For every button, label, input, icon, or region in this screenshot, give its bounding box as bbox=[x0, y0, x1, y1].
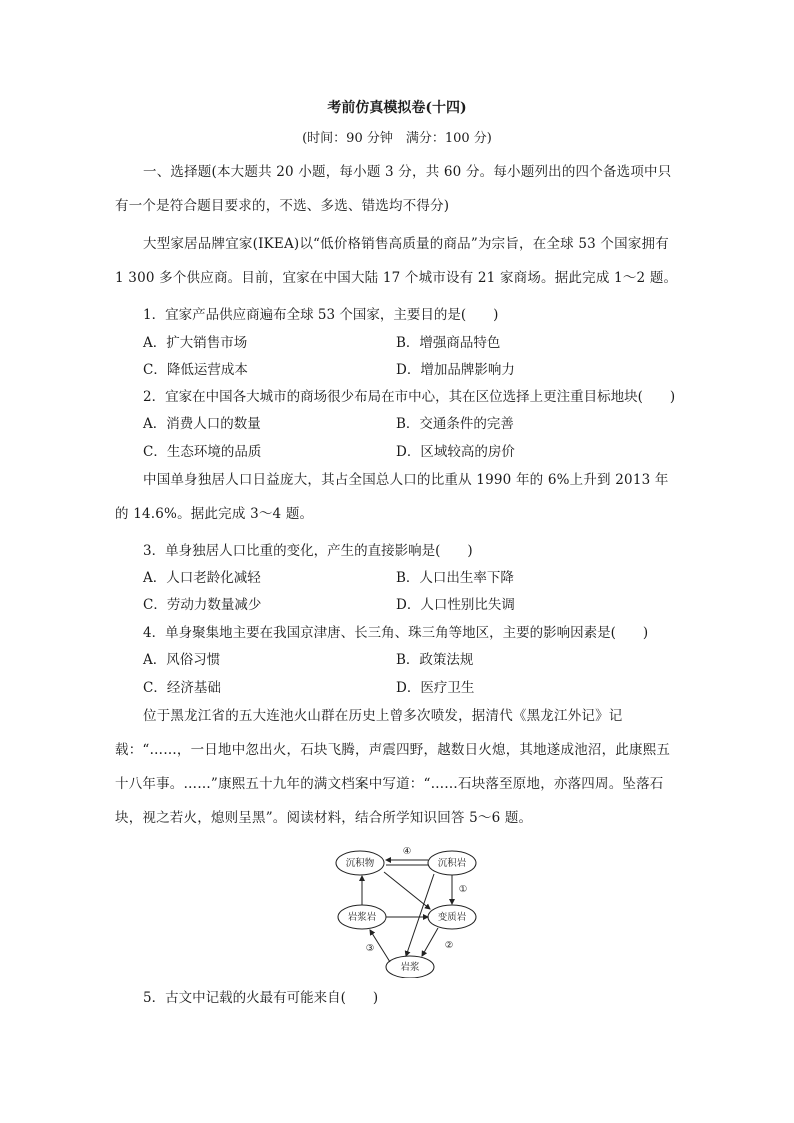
question-2-option-b: B．交通条件的完善 bbox=[396, 416, 514, 432]
question-1-option-a: A．扩大销售市场 bbox=[143, 335, 248, 351]
label-sediment: 沉积物 bbox=[345, 858, 375, 869]
question-3-option-d: D．人口性别比失调 bbox=[396, 597, 515, 613]
question-1-stem: 1．宜家产品供应商遍布全球 53 个国家，主要目的是( ) bbox=[143, 307, 499, 323]
material-volcano: 位于黑龙江省的五大连池火山群在历史上曾多次喷发，据清代《黑龙江外记》记载：“……，一日地中忽出火，石块飞腾，声震四野，越数日火熄，其地遂成池沼，此康熙五十八年事。……”康熙五十九年的满文档案中写道：“……石块落至原地，亦落四周。坠落石块，视之若火，熄则呈黑”。阅读材料，结合所学知识回答 5～6 题。 bbox=[115, 708, 671, 826]
question-2-option-d: D．区域较高的房价 bbox=[396, 444, 515, 460]
arrow-label-4: ④ bbox=[402, 846, 412, 857]
question-5-stem: 5．古文中记载的火最有可能来自( ) bbox=[143, 990, 379, 1006]
question-1-option-c: C．降低运营成本 bbox=[143, 362, 248, 378]
question-3-option-b: B．人口出生率下降 bbox=[396, 570, 514, 586]
label-metamorphic-rock: 变质岩 bbox=[437, 912, 467, 923]
question-2-option-c: C．生态环境的品质 bbox=[143, 444, 262, 460]
question-4-option-c: C．经济基础 bbox=[143, 680, 221, 696]
arrow-label-1: ① bbox=[458, 884, 468, 895]
page-title: 考前仿真模拟卷(十四) bbox=[327, 100, 467, 116]
arrow-label-3: ③ bbox=[365, 943, 375, 954]
section-instructions: 一、选择题(本大题共 20 小题，每小题 3 分，共 60 分。每小题列出的四个备选项中只有一个是符合题目要求的，不选、多选、错选均不得分) bbox=[115, 164, 672, 214]
question-4-option-a: A．风俗习惯 bbox=[143, 652, 221, 668]
question-2-stem: 2．宜家在中国各大城市的商场很少布局在市中心，其在区位选择上更注重目标地块( ) bbox=[143, 389, 676, 405]
material-single-population: 中国单身独居人口日益庞大，其占全国总人口的比重从 1990 年的 6%上升到 2013 年的 14.6%。据此完成 3～4 题。 bbox=[115, 472, 669, 522]
question-3-option-c: C．劳动力数量减少 bbox=[143, 597, 262, 613]
question-4-option-d: D．医疗卫生 bbox=[396, 680, 475, 696]
question-4-option-b: B．政策法规 bbox=[396, 652, 474, 668]
arrow-label-2: ② bbox=[444, 940, 454, 951]
question-2-option-a: A．消费人口的数量 bbox=[143, 416, 261, 432]
label-sedimentary-rock: 沉积岩 bbox=[437, 858, 467, 869]
question-1-option-d: D．增加品牌影响力 bbox=[396, 362, 515, 378]
question-3-stem: 3．单身独居人口比重的变化，产生的直接影响是( ) bbox=[143, 543, 473, 559]
question-1-option-b: B．增强商品特色 bbox=[396, 335, 501, 351]
question-4-stem: 4．单身聚集地主要在我国京津唐、长三角、珠三角等地区，主要的影响因素是( ) bbox=[143, 625, 649, 641]
rock-cycle-diagram bbox=[318, 838, 478, 978]
material-ikea: 大型家居品牌宜家(IKEA)以“低价格销售高质量的商品”为宗旨，在全球 53 个国家拥有 1 300 多个供应商。目前，宜家在中国大陆 17 个城市设有 21 家商场。据此完成 1～2 题。 bbox=[115, 236, 678, 286]
label-igneous-rock: 岩浆岩 bbox=[347, 912, 377, 923]
question-3-option-a: A．人口老龄化减轻 bbox=[143, 570, 261, 586]
exam-time-score: (时间：90 分钟 满分：100 分) bbox=[302, 131, 492, 146]
label-magma: 岩浆 bbox=[400, 962, 420, 973]
